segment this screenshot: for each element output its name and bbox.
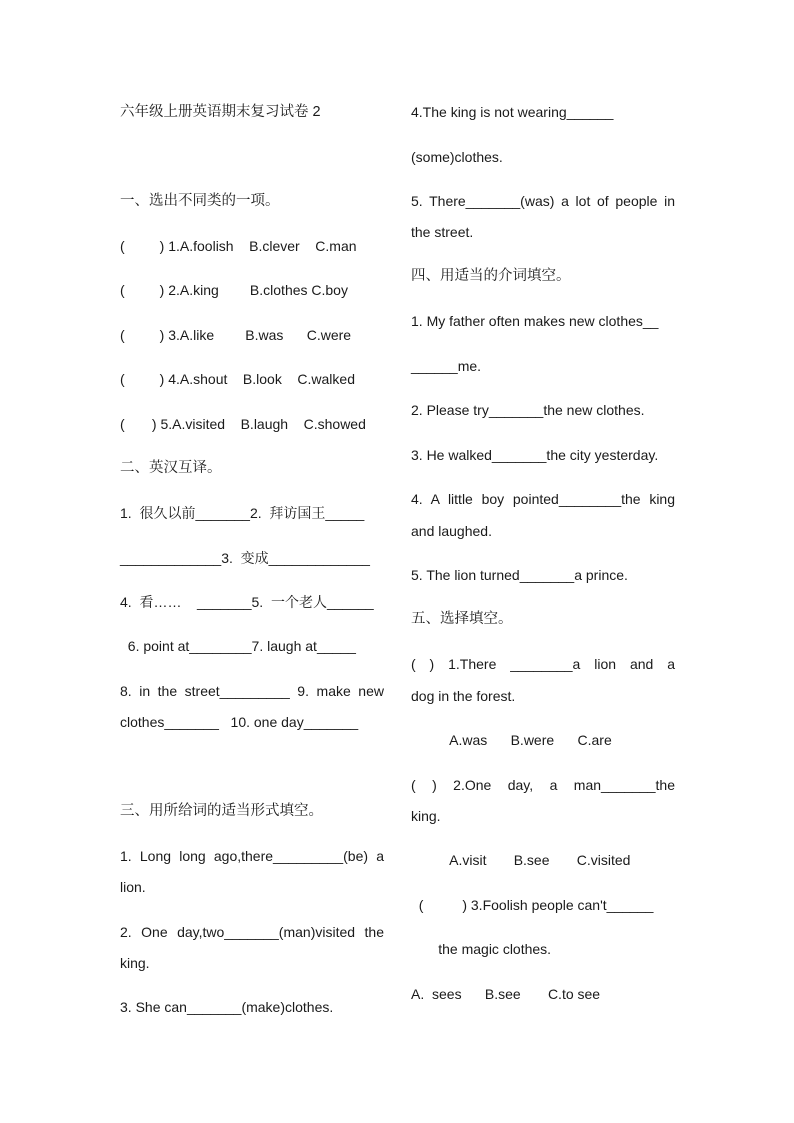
section-1-item: ( ) 3.A.like B.was C.were	[120, 327, 352, 343]
section-1-item: ( ) 4.A.shout B.look C.walked	[120, 371, 355, 387]
section-1-item: ( ) 2.A.king B.clothes C.boy	[120, 282, 348, 298]
page-title: 六年级上册英语期末复习试卷 2	[120, 104, 321, 120]
section-4-line: 2. Please try_______the new clothes.	[411, 402, 645, 418]
section-3-line: (some)clothes.	[411, 149, 503, 165]
section-1-item: ( ) 1.A.foolish B.clever C.man	[120, 238, 357, 254]
section-5-line: ( ) 1.There ________a lion and a	[411, 656, 675, 672]
section-4-line: 4. A little boy pointed________the king	[411, 491, 675, 507]
section-5-options: A.was B.were C.are	[411, 732, 612, 748]
section-5-line: dog in the forest.	[411, 688, 516, 704]
section-4-line: 1. My father often makes new clothes__	[411, 313, 659, 329]
section-2-line: _____________3. 变成_____________	[120, 550, 370, 566]
section-2-line: 6. point at________7. laugh at_____	[120, 638, 356, 654]
section-3-line: lion.	[120, 879, 146, 895]
section-5-heading: 五、选择填空。	[411, 611, 513, 627]
section-2-line: 8. in the street_________ 9. make new	[120, 683, 384, 699]
section-5-line: ( ) 2.One day, a man_______the	[411, 777, 675, 793]
section-5-line: the magic clothes.	[411, 941, 552, 957]
section-3-line: the street.	[411, 224, 474, 240]
section-4-line: ______me.	[411, 358, 482, 374]
section-2-line: clothes_______ 10. one day_______	[120, 714, 359, 730]
section-3-line: 2. One day,two_______(man)visited the	[120, 924, 384, 940]
section-5-line: king.	[411, 808, 441, 824]
section-5-options: A. sees B.see C.to see	[411, 986, 601, 1002]
section-3-line: king.	[120, 955, 150, 971]
section-5-line: ( ) 3.Foolish people can't______	[411, 897, 654, 913]
section-4-line: 5. The lion turned_______a prince.	[411, 567, 628, 583]
section-3-line: 1. Long long ago,there_________(be) a	[120, 848, 384, 864]
section-2-heading: 二、英汉互译。	[120, 460, 222, 476]
section-1-heading: 一、选出不同类的一项。	[120, 193, 280, 209]
section-3-line: 3. She can_______(make)clothes.	[120, 999, 334, 1015]
section-3-line: 5. There_______(was) a lot of people in	[411, 193, 675, 209]
section-1-item: ( ) 5.A.visited B.laugh C.showed	[120, 416, 366, 432]
section-2-line: 4. 看…… _______5. 一个老人______	[120, 594, 374, 610]
section-3-heading: 三、用所给词的适当形式填空。	[120, 803, 323, 819]
section-4-line: and laughed.	[411, 523, 492, 539]
section-3-line: 4.The king is not wearing______	[411, 104, 614, 120]
section-4-heading: 四、用适当的介词填空。	[411, 268, 571, 284]
section-4-line: 3. He walked_______the city yesterday.	[411, 447, 659, 463]
section-5-options: A.visit B.see C.visited	[411, 852, 631, 868]
section-2-line: 1. 很久以前_______2. 拜访国王_____	[120, 505, 365, 521]
